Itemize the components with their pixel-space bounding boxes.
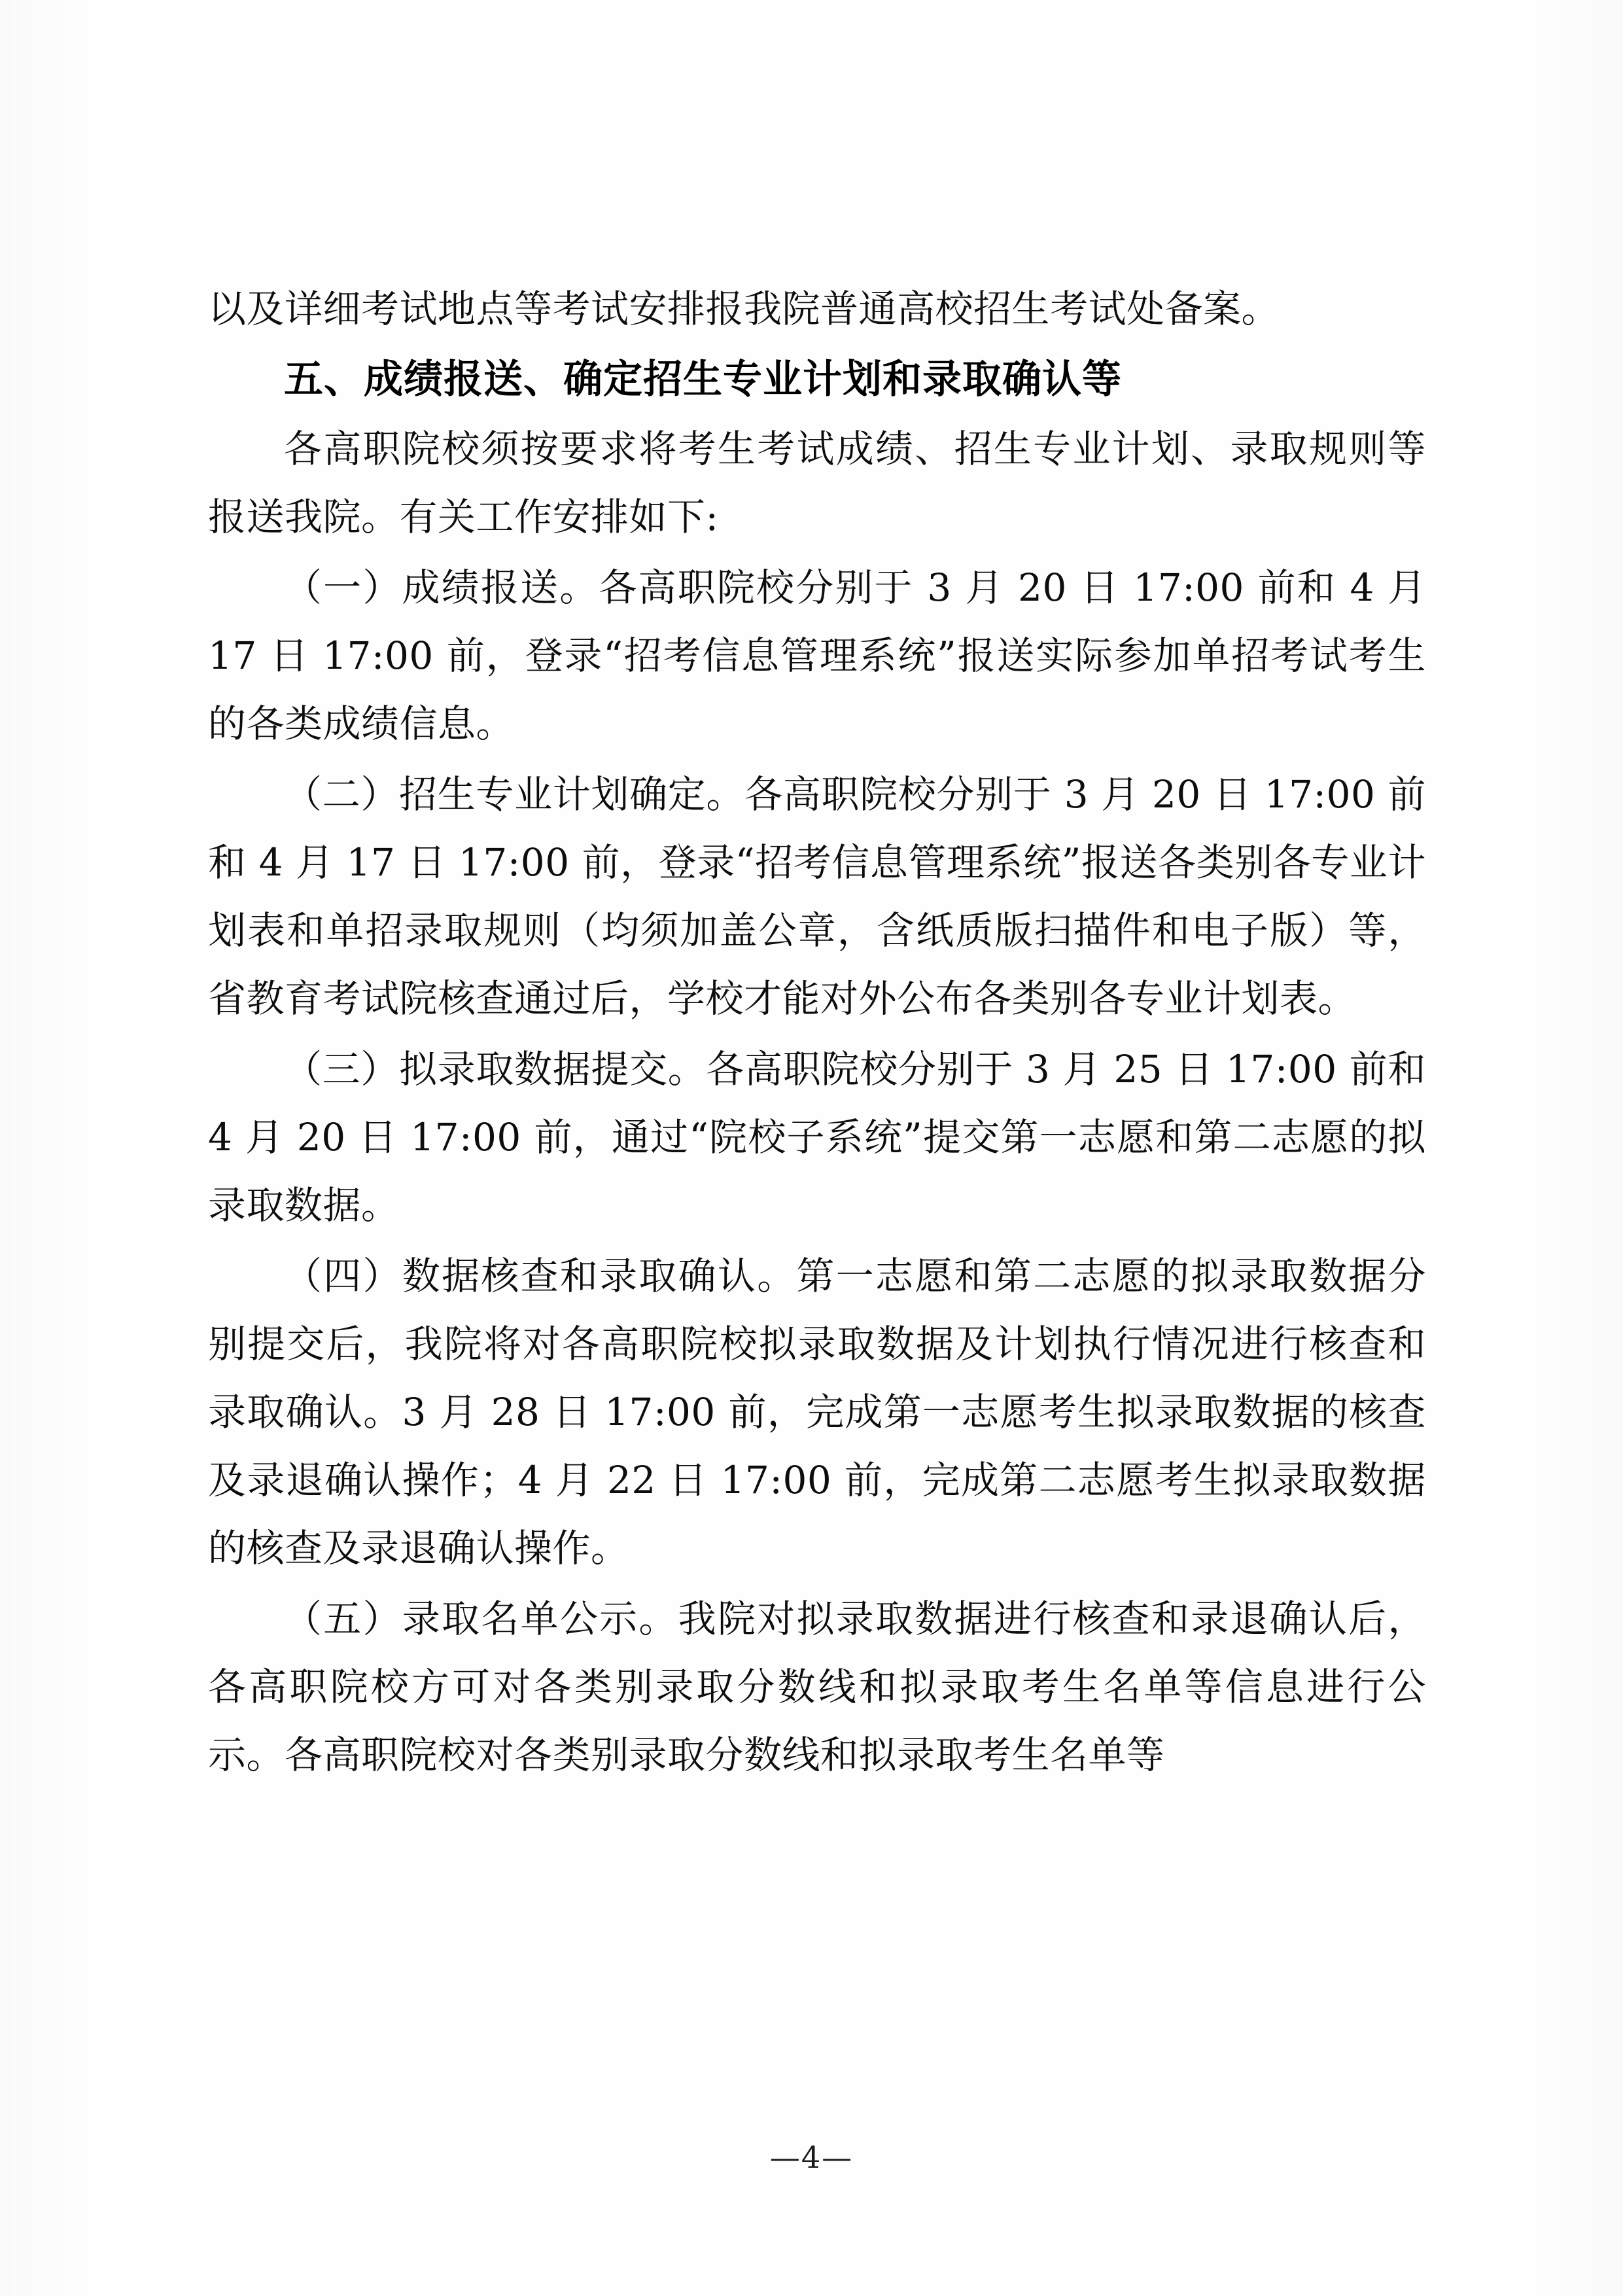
page-right-edge-shading bbox=[1525, 0, 1623, 2296]
paragraph-intro: 各高职院校须按要求将考生考试成绩、招生专业计划、录取规则等报送我院。有关工作安排如下: bbox=[208, 427, 1426, 539]
paragraph-item-five: （五）录取名单公示。我院对拟录取数据进行核查和录退确认后，各高职院校方可对各类别录取分数线和拟录取考生名单等信息进行公示。各高职院校对各类别录取分数线和拟录取考生名单等 bbox=[208, 1597, 1426, 1777]
paragraph-item-one: （一）成绩报送。各高职院校分别于 3 月 20 日 17:00 前和 4 月 17 日 17:00 前，登录“招考信息管理系统”报送实际参加单招考试考生的各类成绩信息。 bbox=[208, 565, 1426, 746]
section-heading-five: 五、成绩报送、确定招生专业计划和录取确认等 bbox=[284, 357, 1122, 402]
page-number: —4— bbox=[769, 2140, 854, 2175]
paragraph-item-three: （三）拟录取数据提交。各高职院校分别于 3 月 25 日 17:00 前和 4 月 20 日 17:00 前，通过“院校子系统”提交第一志愿和第二志愿的拟录取数据。 bbox=[208, 1047, 1426, 1227]
paragraph-item-four: （四）数据核查和录取确认。第一志愿和第二志愿的拟录取数据分别提交后，我院将对各高职院校拟录取数据及计划执行情况进行核查和录取确认。3 月 28 日 17:00 前，完成第一志愿考生拟录取数据的核查及录退确认操作；4 月 22 日 17:00 前，完成第二志愿考生拟录取数据的核查及录退确认操作。 bbox=[208, 1254, 1426, 1570]
paragraph-continuation: 以及详细考试地点等考试安排报我院普通高校招生考试处备案。 bbox=[208, 287, 1280, 331]
page-left-edge-shading bbox=[0, 0, 98, 2296]
document-body bbox=[208, 275, 1426, 1792]
paragraph-item-two: （二）招生专业计划确定。各高职院校分别于 3 月 20 日 17:00 前和 4 月 17 日 17:00 前，登录“招考信息管理系统”报送各类别各专业计划表和单招录取规则（均须加盖公章，含纸质版扫描件和电子版）等，省教育考试院核查通过后，学校才能对外公布各类别各专业计划表。 bbox=[208, 772, 1426, 1021]
